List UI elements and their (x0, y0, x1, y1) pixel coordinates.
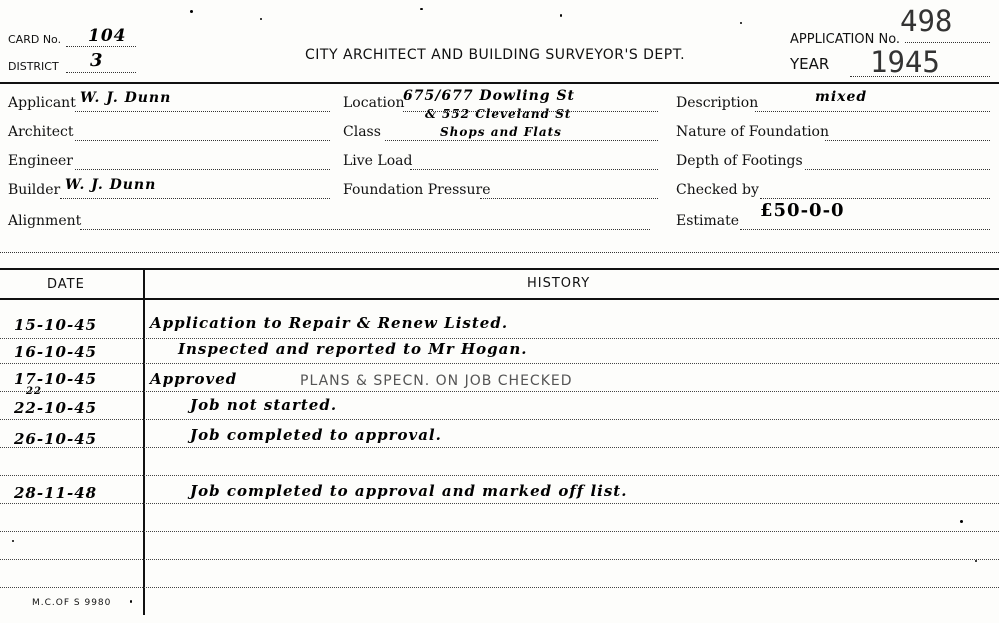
history-date: 26-10-45 (14, 430, 98, 448)
checked-by-label: Checked by (676, 182, 759, 198)
form-code: M.C.OF S 9980 (32, 598, 112, 608)
engineer-label: Engineer (8, 153, 73, 169)
estimate-value: £50-0-0 (760, 200, 845, 221)
fields-bottom-dotline (0, 252, 999, 253)
foundation-pressure-underline (480, 198, 658, 199)
applicant-value: W. J. Dunn (80, 90, 172, 106)
history-ruled-line (0, 338, 999, 339)
scan-speck (960, 520, 963, 523)
applicant-underline (75, 111, 330, 112)
class-underline (385, 140, 658, 141)
depth-underline (805, 169, 990, 170)
scan-speck (190, 10, 193, 13)
history-entry: Job completed to approval. (190, 426, 442, 444)
checked-underline (760, 198, 990, 199)
location-value: 675/677 Dowling St (403, 88, 576, 104)
application-no-underline (905, 42, 990, 43)
scan-speck (740, 22, 742, 24)
scan-speck (12, 540, 14, 542)
architect-underline (75, 140, 330, 141)
application-no-value: 498 (900, 4, 953, 38)
history-ruled-line (0, 419, 999, 420)
builder-label: Builder (8, 182, 61, 198)
estimate-underline (740, 229, 990, 230)
architect-label: Architect (8, 124, 74, 140)
checked-stamp: PLANS & SPECN. ON JOB CHECKED (300, 373, 573, 389)
location-label: Location (343, 95, 405, 111)
live-load-label: Live Load (343, 153, 413, 169)
district-value: 3 (90, 50, 104, 71)
history-entry: Job not started. (190, 396, 338, 414)
history-date: 17-10-45 (14, 370, 98, 388)
alignment-label: Alignment (8, 213, 82, 229)
live-load-underline (410, 169, 658, 170)
history-ruled-line (0, 503, 999, 504)
history-header-rule (0, 298, 999, 300)
history-top-rule (0, 268, 999, 270)
description-underline (755, 111, 990, 112)
year-value: 1945 (870, 45, 940, 79)
history-date: 15-10-45 (14, 316, 98, 334)
card-no-underline (66, 46, 136, 47)
description-label: Description (676, 95, 759, 111)
engineer-underline (75, 169, 330, 170)
location-underline (403, 111, 658, 112)
year-label: YEAR (790, 55, 830, 73)
history-date: 28-11-48 (14, 484, 98, 502)
district-label: DISTRICT (8, 60, 59, 73)
class-value: Shops and Flats (440, 125, 562, 139)
estimate-label: Estimate (676, 213, 740, 229)
history-date: 16-10-45 (14, 343, 98, 361)
nature-of-foundation-label: Nature of Foundation (676, 124, 829, 140)
card-no-value: 104 (88, 26, 127, 46)
scan-speck (420, 8, 423, 10)
description-value: mixed (815, 89, 868, 105)
builder-value: W. J. Dunn (65, 177, 157, 193)
history-entry: Approved (150, 370, 238, 388)
depth-of-footings-label: Depth of Footings (676, 153, 803, 169)
history-ruled-line (0, 587, 999, 588)
history-column-header: HISTORY (527, 276, 591, 291)
year-underline (850, 76, 990, 77)
history-entry: Inspected and reported to Mr Hogan. (178, 340, 528, 358)
foundation-pressure-label: Foundation Pressure (343, 182, 491, 198)
header-rule (0, 82, 999, 84)
history-ruled-line (0, 447, 999, 448)
nature-underline (825, 140, 990, 141)
scan-speck (130, 600, 132, 603)
history-entry: Job completed to approval and marked off list. (190, 482, 628, 500)
scan-speck (975, 560, 977, 562)
builder-underline (60, 198, 330, 199)
date-column-divider (143, 270, 145, 615)
history-ruled-line (0, 475, 999, 476)
scan-speck (260, 18, 262, 20)
history-date-correction: 22 (26, 386, 42, 397)
history-ruled-line (0, 363, 999, 364)
history-ruled-line (0, 559, 999, 560)
date-column-header: DATE (47, 277, 85, 292)
district-underline (66, 72, 136, 73)
department-title: CITY ARCHITECT AND BUILDING SURVEYOR'S DEPT. (305, 47, 686, 63)
card-no-label: CARD No. (8, 33, 62, 46)
scan-speck (560, 14, 562, 17)
history-ruled-line (0, 531, 999, 532)
class-label: Class (343, 124, 381, 140)
history-date: 22-10-45 (14, 399, 98, 417)
alignment-underline (80, 229, 650, 230)
history-ruled-line (0, 391, 999, 392)
history-entry: Application to Repair & Renew Listed. (150, 314, 509, 332)
application-no-label: APPLICATION No. (790, 32, 901, 47)
location-value-2: & 552 Cleveland St (425, 107, 572, 121)
applicant-label: Applicant (8, 95, 76, 111)
